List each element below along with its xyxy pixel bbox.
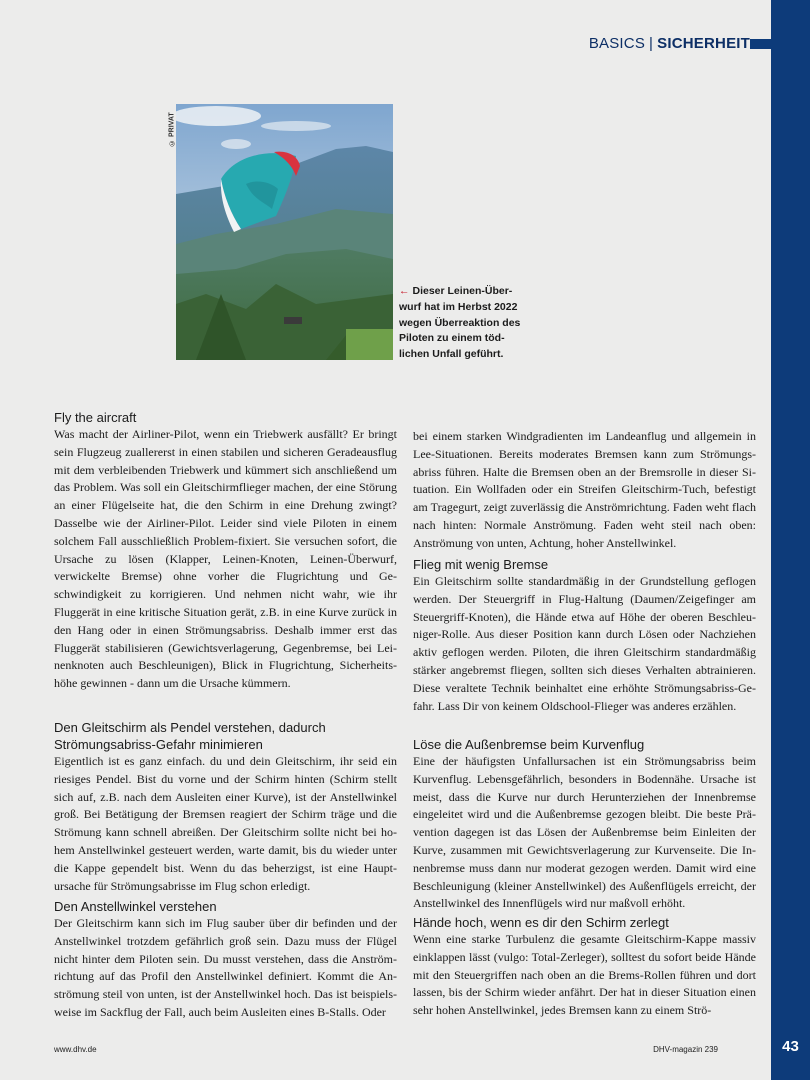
section-heading: Fly the aircraft <box>54 410 137 425</box>
section-header <box>589 35 750 52</box>
photo-caption <box>399 284 529 363</box>
article-section <box>413 736 756 913</box>
topic-label: SICHERHEIT <box>657 35 750 52</box>
section-body: Der Gleitschirm kann sich im Flug sauber über dir befinden und der Anstellwinkel trotzdem gefährlich groß sein. Dazu muss der Flügel nicht hinter dem Piloten sein. Du musst verstehen, dass die Anströmrichtung auf das Profil den Anstellwinkel definiert. Kommt die Anströmung steil von unten, ist der Anstellwinkel hoch. Das ist beispielsweise im Sackflug der Fall, auch beim Ausleiten eines B-Stalls. Oder <box>54 916 397 1019</box>
section-heading: Hände hoch, wenn es dir den Schirm zerlegt <box>413 915 669 930</box>
section-body: Was macht der Airliner-Pilot, wenn ein Triebwerk ausfällt? Er bringt sein Flugzeug zuallererst in einen stabilen und sicheren Geradeausflug mit dem verbleibenden Triebwerk und kümmert sich anschließend um das Problem. Was soll ein Gleitschirmflieger machen, der eine Störung an einer Flügelseite hat, die den Schirm in eine Drehung zwingt? Dasselbe wie der Airliner-Pilot. Leider sind viele Piloten in einem solchem Fall ausschließlich Problem-fixiert. Sie versuchen sofort, die Ursache zu lösen (Klapper, Leinen-Knoten, Leinen-Überwurf, verwickelte Bremse) ohne vorher die Flugrichtung und Geschwindigkeit zu korrigieren. Und nehmen nicht wahr, wie ihr Fluggerät in eine kritische Situation gerät, z.B. in eine Kurve zurück in den Hang oder in einen Strömungsabriss. Deshalb immer erst das Fluggerät stabilisieren (Gewichtsverlagerung, Gegenbremse, bei Leinenknoten auch Beschleunigen), Blick in Flugrichtung, Sicherheitshöhe gewinnen - dann um die Ursache kümmern. <box>54 427 397 691</box>
article-section <box>54 898 397 1022</box>
section-body: Ein Gleitschirm sollte standardmäßig in der Grundstellung geflogen werden. Der Steuergriff in Flug-Haltung (Daumen/Zeigefinger am Steuergriff-Knoten), die Hände etwa auf Höhe der oberen Beschleuniger-Rolle. Aus dieser Position kann durch Lösen oder Nachziehen aktiv geflogen werden. Piloten, die ihren Gleitschirm standardmäßig stärker angebremst fliegen, sollten sich dieses Verhalten abtrainieren. Diese veraltete Technik beinhaltet eine erhöhte Strömungsabriss-Gefahr. Lass Dir von keinem Oldschool-Flieger was anderes erzählen. <box>413 574 756 713</box>
footer-website: www.dhv.de <box>54 1045 97 1054</box>
section-heading: Flieg mit wenig Bremse <box>413 557 549 572</box>
section-heading: Löse die Außenbremse beim Kurvenflug <box>413 737 645 752</box>
article-section <box>54 719 397 895</box>
section-body: Wenn eine starke Turbulenz die gesamte Gleitschirm-Kappe massiv einklappen lässt (vulgo: Total-Zerleger), solltest du sofort beide Hände mit den Steuergriffen nach oben an die Brems-Rollen führen und dort lassen, bis der Schirm wieder anfährt. Der hat in dieser Situation einen sehr hohen Anstellwinkel, jedes Bremsen kann zu einem Strö- <box>413 932 756 1018</box>
article-continuation <box>413 428 756 553</box>
section-label: BASICS <box>588 35 646 52</box>
arrow-left-icon: ← <box>399 285 410 297</box>
section-heading: Den Anstellwinkel verstehen <box>54 899 217 914</box>
section-body: Eigentlich ist es ganz einfach. du und dein Gleitschirm, ihr seid ein riesiges Pendel. Bist du vorne und der Schirm hinten (Schirm stellt sich auf, z.B. nach dem Ausleiten einer Kurve), ist der Anstellwinkel groß. Bei Betätigung der Bremsen reagiert der Schirm träge und die Strömung kann schnell abreißen. Der Gleitschirm sollte nicht bei hohem Anstellwinkel gesteuert werden, warte damit, bis du wieder unter die Kappe gependelt bist. Wenn du das beherzigst, ist eine Hauptursache für Strömungsabrisse im Flug schon erledigt. <box>54 754 397 893</box>
photo-credit-text: PRIVAT <box>168 112 176 137</box>
copyright-icon: © <box>168 139 176 146</box>
photo-caption-text: Dieser Leinen-Überwurf hat im Herbst 2022 wegen Überreaktion des Piloten zu einem tödlichen Unfall geführt. <box>399 285 521 361</box>
article-section <box>54 409 397 693</box>
footer-issue: DHV-magazin 239 <box>653 1045 718 1054</box>
header-separator: | <box>649 35 654 52</box>
paraglider-photo <box>176 104 393 360</box>
article-section <box>413 556 756 715</box>
page-number: 43 <box>782 1038 799 1055</box>
section-body: Eine der häufigsten Unfallursachen ist ein Strömungsabriss beim Kurvenflug. Lebensgefährlich, besonders in Bodennähe. Ursache ist meist, dass die Kurve nur durch Herunterziehen der Innenbremse eingeleitet wird und die Außenbremse gezogen bleibt. Die beste Prävention dagegen ist das Lösen der Außenbremse beim Einleiten der Kurve, zusammen mit Gewichtsverlagerung zur Kurvenseite. Die Innenbremse muss dann nur moderat gezogen werden. Damit wird eine Beschleunigung (kleiner Anstellwinkel) des Außenflügels erreicht, der Anstellwinkel des Innenflügels wird nur maßvoll erhöht. <box>413 754 756 911</box>
section-heading: Den Gleitschirm als Pendel verstehen, dadurch Strömungsabriss-Gefahr minimieren <box>54 720 326 752</box>
brand-side-strip <box>771 0 810 1080</box>
continuation-body: bei einem starken Windgradienten im Landeanflug und allgemein in Lee-Situationen. Bereits moderates Bremsen kann zum Strömungsabriss führen. Halte die Bremsen oben an der Bremsrolle in dieser Situation. Ein Wollfaden oder ein Streifen Gleitschirm-Tuch, befestigt am Tragegurt, zeigt zuverlässig die Anströmrichtung. Faden weht flach nach hinten: Normale Anströmung. Faden weht steil nach oben: Anströmung von unten, Achtung, hoher Anstellwinkel. <box>413 429 756 550</box>
header-accent-bar <box>750 39 772 49</box>
article-section <box>413 914 756 1020</box>
